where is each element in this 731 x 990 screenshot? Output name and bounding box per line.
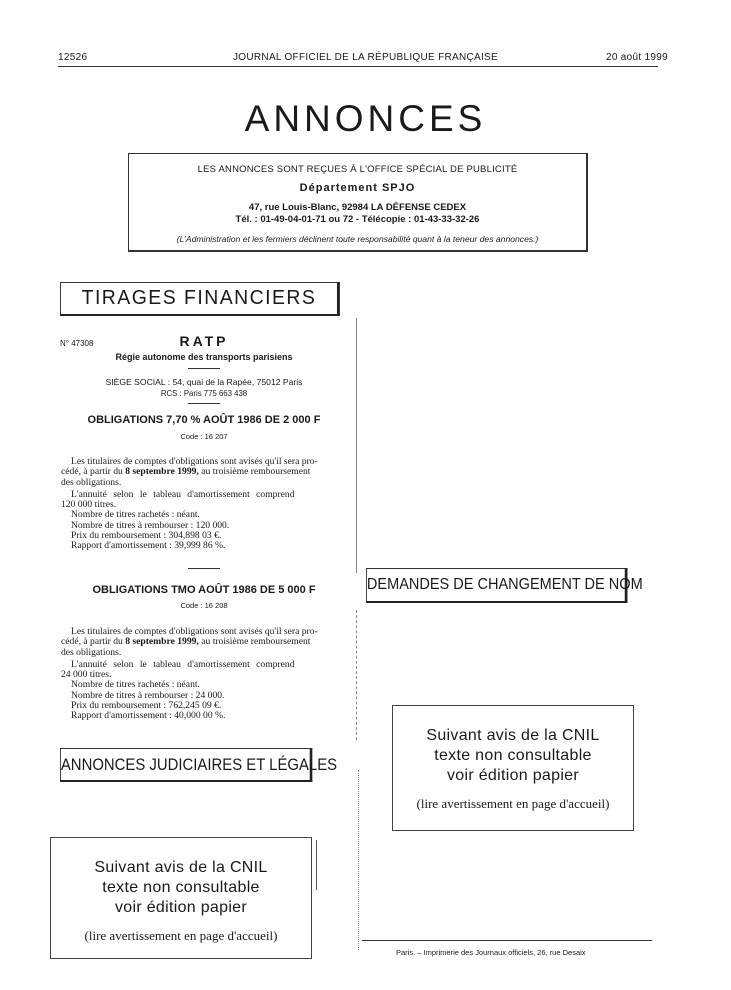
column-divider — [316, 840, 317, 890]
text-line: L'annuité selon le tableau d'amortissement comprend — [71, 488, 295, 500]
section-tirages-financiers: TIRAGES FINANCIERS — [60, 282, 340, 316]
text-line: Les titulaires de comptes d'obligations sont avisés qu'il sera pro- — [71, 456, 318, 467]
company-name: RATP — [179, 333, 229, 349]
text-line: des obligations. — [61, 646, 122, 658]
bond-heading: OBLIGATIONS 7,70 % AOÛT 1986 DE 2 000 F — [87, 414, 321, 426]
cnil-note: (lire avertissement en page d'accueil) — [416, 796, 610, 811]
text-line: Prix du remboursement : 762,245 09 €. — [71, 700, 222, 712]
info-line-address: 47, rue Louis-Blanc, 92984 LA DÉFENSE CEDEX — [248, 202, 467, 213]
text-line: Nombre de titres rachetés : néant. — [71, 679, 200, 691]
text-span: au troisième remboursement — [198, 636, 311, 648]
text-span: cédé, à partir du — [61, 636, 126, 648]
cnil-line: Suivant avis de la CNIL — [426, 727, 600, 744]
separator — [188, 403, 220, 404]
issue-date: 20 août 1999 — [606, 52, 668, 63]
redemption-date: 8 septembre 1999, — [125, 466, 199, 478]
text-line: Nombre de titres à rembourser : 24 000. — [71, 689, 225, 701]
cnil-line: Suivant avis de la CNIL — [94, 859, 268, 876]
rcs-number: RCS : Paris 775 663 438 — [160, 389, 248, 398]
column-divider — [356, 318, 357, 573]
cnil-line: texte non consultable — [434, 747, 592, 764]
separator — [188, 368, 220, 369]
page-title: ANNONCES — [244, 98, 487, 139]
text-line: Nombre de titres à rembourser : 120 000. — [71, 519, 230, 531]
redemption-date: 8 septembre 1999, — [125, 636, 199, 648]
text-line: Les titulaires de comptes d'obligations sont avisés qu'il sera pro- — [71, 626, 318, 637]
bond-code: Code : 16 207 — [180, 432, 228, 441]
text-line: 24 000 titres. — [61, 669, 112, 681]
text-line: Rapport d'amortissement : 39,999 86 %. — [71, 540, 226, 552]
head-office-address: SIÈGE SOCIAL : 54, quai de la Rapée, 75012 Paris — [105, 377, 303, 387]
bond-paragraph — [61, 627, 349, 722]
journal-title: JOURNAL OFFICIEL DE LA RÉPUBLIQUE FRANÇAISE — [233, 52, 498, 63]
section-changement-de-nom: DEMANDES DE CHANGEMENT DE NOM — [366, 568, 627, 603]
printer-imprint: Paris. – Imprimerie des Journaux officiels, 26, rue Desaix — [396, 948, 586, 957]
cnil-note: (lire avertissement en page d'accueil) — [84, 928, 278, 943]
bond-paragraph — [61, 457, 349, 552]
text-line: Rapport d'amortissement : 40,000 00 %. — [71, 710, 226, 722]
cnil-notice-box — [392, 705, 634, 831]
bond-code: Code : 16 208 — [180, 601, 228, 610]
info-line-phone: Tél. : 01-49-04-01-71 ou 72 - Télécopie : 01-43-33-32-26 — [235, 214, 480, 225]
text-line: Nombre de titres rachetés : néant. — [71, 509, 200, 521]
text-line: 120 000 titres. — [61, 499, 117, 511]
column-divider — [358, 770, 359, 950]
bond-heading: OBLIGATIONS TMO AOÛT 1986 DE 5 000 F — [92, 584, 316, 596]
cnil-notice-box — [50, 837, 312, 959]
info-line-department: Département SPJO — [299, 182, 416, 194]
cnil-line: voir édition papier — [447, 767, 579, 784]
info-line-disclaimer: (L'Administration et les fermiers déclinent toute responsabilité quant à la teneur des annonces.) — [176, 234, 539, 244]
cnil-line: texte non consultable — [102, 879, 260, 896]
text-line: L'annuité selon le tableau d'amortissement comprend — [71, 658, 295, 670]
cnil-line: voir édition papier — [115, 899, 247, 916]
section-annonces-judiciaires: ANNONCES JUDICIAIRES ET LÉGALES — [60, 748, 312, 782]
column-divider — [356, 610, 357, 740]
page-number: 12526 — [58, 52, 88, 63]
info-line-office: LES ANNONCES SONT REÇUES À L'OFFICE SPÉCIAL DE PUBLICITÉ — [197, 164, 518, 175]
text-line: Prix du remboursement : 304,898 03 €. — [71, 530, 222, 542]
text-line: des obligations. — [61, 476, 122, 488]
notice-number: N° 47308 — [60, 339, 94, 348]
text-span: cédé, à partir du — [61, 466, 126, 478]
separator — [188, 568, 220, 569]
info-box — [128, 153, 588, 252]
text-span: au troisième remboursement — [198, 466, 311, 478]
company-full-name: Régie autonome des transports parisiens — [115, 352, 293, 362]
footer-rule — [362, 940, 652, 941]
header-rule — [58, 66, 658, 67]
